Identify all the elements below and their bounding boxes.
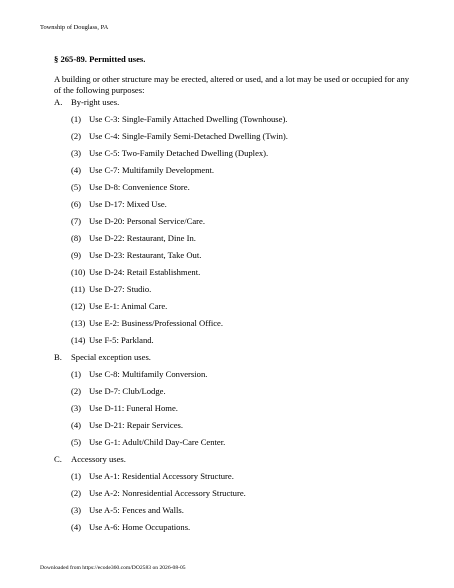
- item-text: Use D-11: Funeral Home.: [89, 403, 178, 413]
- item-number: (3): [71, 403, 82, 413]
- item-number: (5): [71, 182, 82, 192]
- list-item: [71, 505, 184, 516]
- list-item: [71, 267, 200, 278]
- section-label: Accessory uses.: [71, 454, 126, 464]
- list-item: [71, 284, 151, 295]
- item-number: (3): [71, 505, 82, 515]
- list-item: [71, 471, 234, 482]
- item-number: (1): [71, 471, 82, 481]
- list-item: [71, 335, 154, 346]
- list-item: [71, 420, 183, 431]
- item-text: Use C-8: Multifamily Conversion.: [89, 369, 208, 379]
- item-text: Use A-1: Residential Accessory Structure.: [89, 471, 234, 481]
- item-text: Use G-1: Adult/Child Day-Care Center.: [89, 437, 226, 447]
- section-c-heading: [54, 454, 126, 465]
- item-number: (4): [71, 165, 82, 175]
- item-text: Use E-1: Animal Care.: [89, 301, 168, 311]
- list-item: [71, 182, 190, 193]
- list-item: [71, 250, 201, 261]
- item-text: Use F-5: Parkland.: [89, 335, 154, 345]
- section-letter: C.: [54, 454, 62, 464]
- page-header: Township of Douglass, PA: [40, 24, 109, 31]
- section-label: Special exception uses.: [71, 352, 151, 362]
- item-number: (11): [71, 284, 85, 294]
- item-text: Use A-2: Nonresidential Accessory Structure.: [89, 488, 246, 498]
- item-text: Use D-17: Mixed Use.: [89, 199, 167, 209]
- list-item: [71, 522, 190, 533]
- item-text: Use D-7: Club/Lodge.: [89, 386, 166, 396]
- section-letter: B.: [54, 352, 62, 362]
- list-item: [71, 488, 246, 499]
- item-number: (9): [71, 250, 82, 260]
- item-text: Use D-27: Studio.: [89, 284, 152, 294]
- section-letter: A.: [54, 97, 63, 107]
- item-text: Use A-6: Home Occupations.: [89, 522, 191, 532]
- list-item: [71, 301, 167, 312]
- page-footer: Downloaded from https://ecode360.com/DO2583 on 2026-08-05: [40, 565, 186, 571]
- item-number: (3): [71, 148, 82, 158]
- section-b-heading: [54, 352, 151, 363]
- list-item: [71, 165, 214, 176]
- item-number: (8): [71, 233, 82, 243]
- section-label: By-right uses.: [71, 97, 120, 107]
- item-text: Use D-21: Repair Services.: [89, 420, 184, 430]
- list-item: [71, 216, 205, 227]
- item-number: (2): [71, 131, 82, 141]
- item-number: (6): [71, 199, 82, 209]
- item-number: (2): [71, 386, 82, 396]
- item-text: Use D-23: Restaurant, Take Out.: [89, 250, 202, 260]
- list-item: [71, 114, 287, 125]
- item-text: Use A-5: Fences and Walls.: [89, 505, 184, 515]
- list-item: [71, 369, 207, 380]
- list-item: [71, 131, 288, 142]
- list-item: [71, 386, 166, 397]
- item-number: (14): [71, 335, 86, 345]
- item-text: Use E-2: Business/Professional Office.: [89, 318, 223, 328]
- list-item: [71, 233, 196, 244]
- item-text: Use D-22: Restaurant, Dine In.: [89, 233, 196, 243]
- item-text: Use C-4: Single-Family Semi-Detached Dwelling (Twin).: [89, 131, 288, 141]
- list-item: [71, 199, 167, 210]
- item-text: Use D-24: Retail Establishment.: [89, 267, 201, 277]
- intro-paragraph: A building or other structure may be erected, altered or used, and a lot may be used or occupied for any of the following purposes:: [54, 74, 410, 95]
- list-item: [71, 437, 225, 448]
- item-text: Use C-3: Single-Family Attached Dwelling (Townhouse).: [89, 114, 288, 124]
- list-item: [71, 318, 223, 329]
- item-number: (12): [71, 301, 86, 311]
- item-number: (2): [71, 488, 82, 498]
- item-number: (4): [71, 522, 82, 532]
- item-text: Use C-5: Two-Family Detached Dwelling (Duplex).: [89, 148, 269, 158]
- item-number: (1): [71, 114, 82, 124]
- section-a-heading: [54, 97, 119, 108]
- item-number: (10): [71, 267, 86, 277]
- item-number: (4): [71, 420, 82, 430]
- item-number: (5): [71, 437, 82, 447]
- section-title: § 265-89. Permitted uses.: [54, 54, 146, 64]
- item-text: Use D-20: Personal Service/Care.: [89, 216, 205, 226]
- item-number: (7): [71, 216, 82, 226]
- item-text: Use D-8: Convenience Store.: [89, 182, 190, 192]
- item-text: Use C-7: Multifamily Development.: [89, 165, 215, 175]
- item-number: (13): [71, 318, 86, 328]
- item-number: (1): [71, 369, 82, 379]
- list-item: [71, 403, 178, 414]
- list-item: [71, 148, 268, 159]
